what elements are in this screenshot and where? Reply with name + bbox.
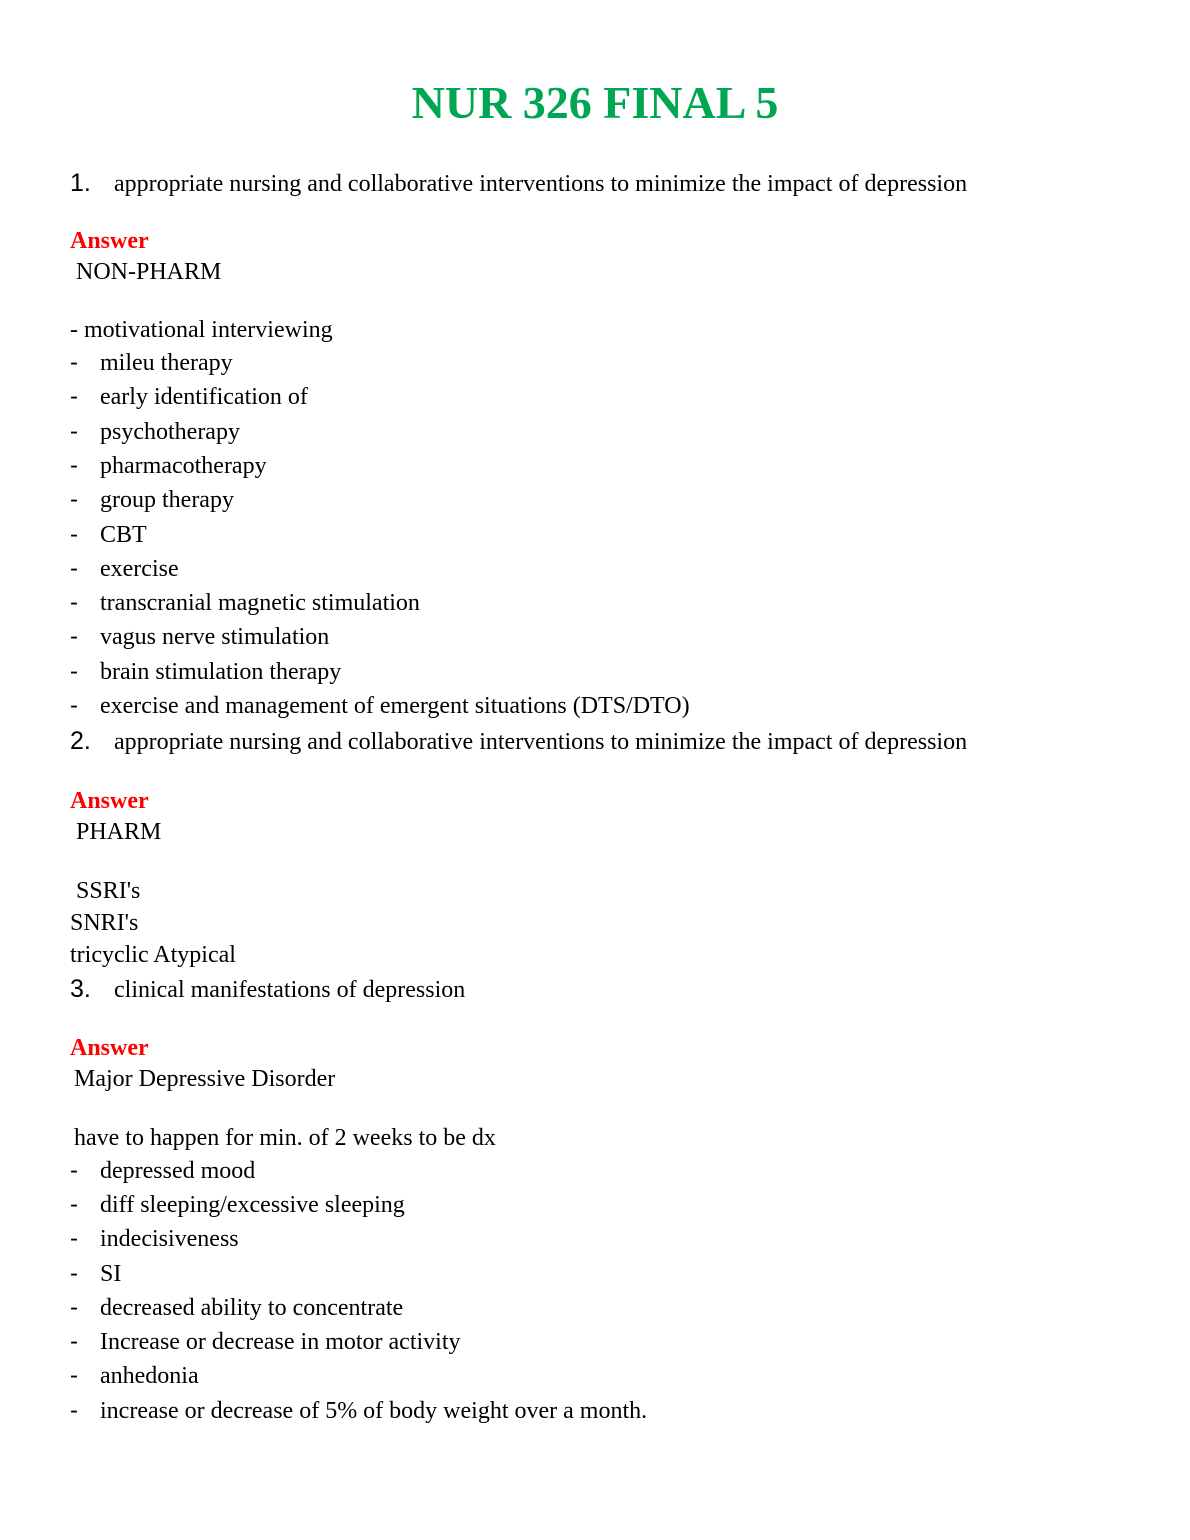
list-item: - diff sleeping/excessive sleeping	[70, 1191, 405, 1218]
answer-intro-3: have to happen for min. of 2 weeks to be dx	[74, 1125, 496, 1151]
list-item: - psychotherapy	[70, 418, 240, 445]
answer-heading-1: NON-PHARM	[76, 259, 222, 285]
answer-line: tricyclic Atypical	[70, 942, 236, 968]
answer-line: SSRI's	[76, 878, 141, 904]
question-number: 1.	[70, 169, 91, 197]
answer-intro-1: - motivational interviewing	[70, 317, 333, 343]
answer-line: SNRI's	[70, 910, 139, 936]
question-2	[70, 726, 967, 757]
list-item: - increase or decrease of 5% of body weight over a month.	[70, 1397, 648, 1424]
list-item: - CBT	[70, 521, 147, 548]
question-text: clinical manifestations of depression	[114, 977, 466, 1003]
list-item: - brain stimulation therapy	[70, 658, 342, 685]
list-item: - anhedonia	[70, 1362, 199, 1389]
list-item: - Increase or decrease in motor activity	[70, 1328, 461, 1355]
question-number: 3.	[70, 975, 91, 1003]
list-item: - exercise and management of emergent situations (DTS/DTO)	[70, 692, 690, 719]
answer-label-1: Answer	[70, 228, 149, 254]
question-text: appropriate nursing and collaborative interventions to minimize the impact of depression	[114, 171, 968, 197]
list-item: - depressed mood	[70, 1157, 256, 1184]
list-item: - SI	[70, 1260, 122, 1287]
list-item: - early identification of	[70, 383, 308, 410]
answer-heading-3: Major Depressive Disorder	[74, 1066, 336, 1092]
list-item: - decreased ability to concentrate	[70, 1294, 404, 1321]
list-item: - transcranial magnetic stimulation	[70, 589, 420, 616]
answer-label-3: Answer	[70, 1035, 149, 1061]
question-text: appropriate nursing and collaborative interventions to minimize the impact of depression	[114, 729, 968, 755]
question-number: 2.	[70, 727, 91, 755]
question-3	[70, 974, 465, 1005]
list-item: - indecisiveness	[70, 1225, 239, 1252]
answer-heading-2: PHARM	[76, 819, 162, 845]
list-item: - exercise	[70, 555, 179, 582]
list-item: - group therapy	[70, 486, 234, 513]
answer-label-2: Answer	[70, 788, 149, 814]
question-1	[70, 168, 967, 199]
list-item: - mileu therapy	[70, 349, 233, 376]
list-item: - pharmacotherapy	[70, 452, 267, 479]
page-title: NUR 326 FINAL 5	[411, 77, 779, 128]
list-item: - vagus nerve stimulation	[70, 623, 330, 650]
